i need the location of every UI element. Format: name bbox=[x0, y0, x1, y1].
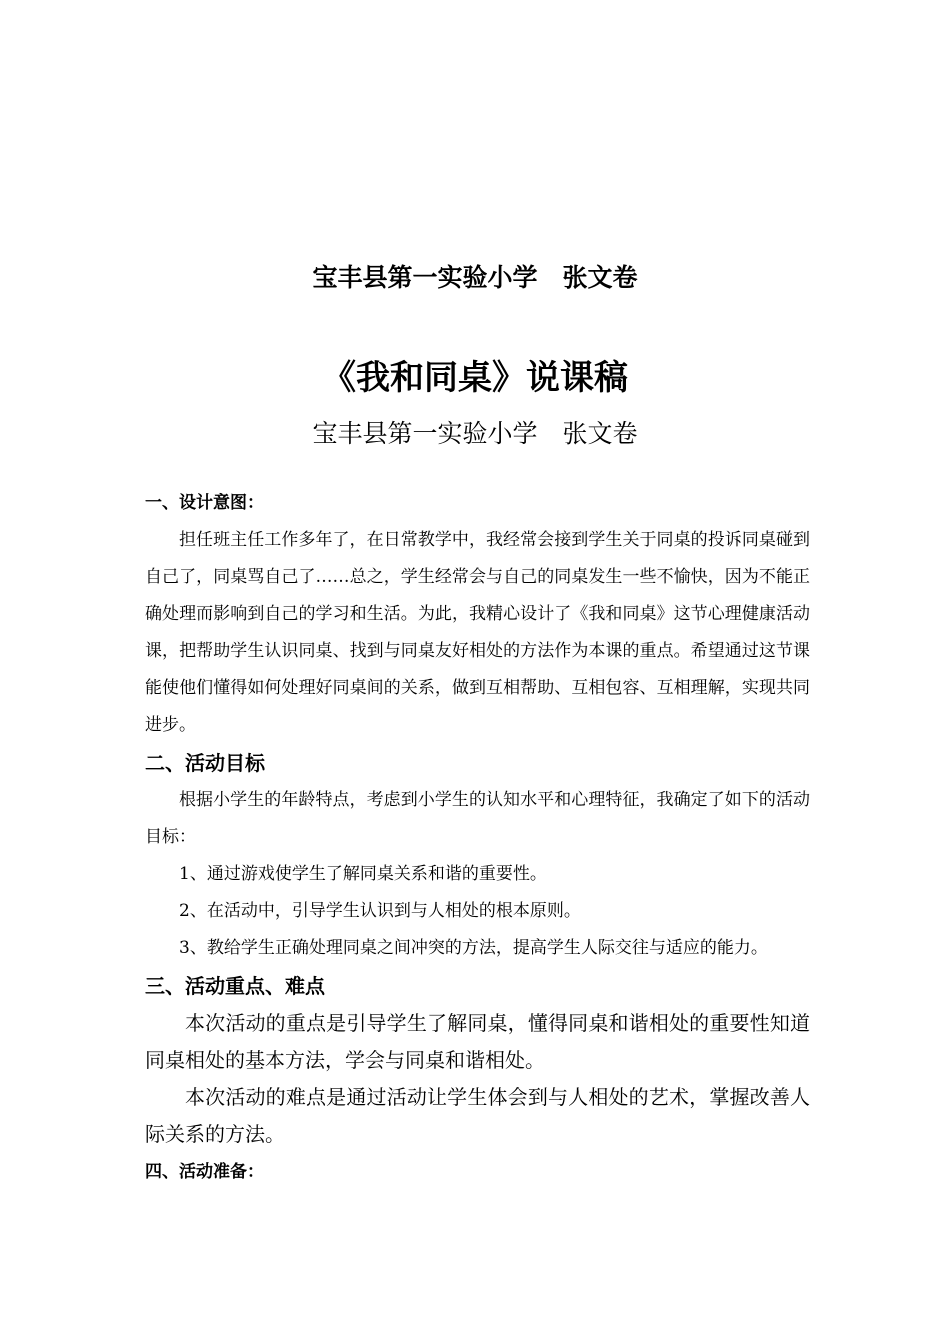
goal-item-1: 1、通过游戏使学生了解同桌关系和谐的重要性。 bbox=[179, 864, 547, 884]
section-heading-goals: 二、活动目标 bbox=[145, 751, 265, 775]
paragraph-goals-intro: 根据小学生的年龄特点，考虑到小学生的认知水平和心理特征，我确定了如下的活动目标： bbox=[145, 790, 810, 847]
author-line-top: 宝丰县第一实验小学 张文卷 bbox=[312, 263, 638, 292]
section-heading-design-intent: 一、设计意图： bbox=[145, 493, 264, 513]
paragraph-difficult-point: 本次活动的难点是通过活动让学生体会到与人相处的艺术，掌握改善人际关系的方法。 bbox=[145, 1085, 810, 1146]
author-line-subtitle: 宝丰县第一实验小学 张文卷 bbox=[312, 419, 638, 448]
paragraph-key-point: 本次活动的重点是引导学生了解同桌，懂得同桌和谐相处的重要性知道同桌相处的基本方法，学会与同桌和谐相处。 bbox=[145, 1011, 810, 1072]
section-heading-preparation: 四、活动准备： bbox=[145, 1162, 264, 1182]
section-heading-key-points: 三、活动重点、难点 bbox=[145, 974, 325, 998]
page-title: 《我和同桌》说课稿 bbox=[322, 358, 628, 398]
paragraph-design-intent: 担任班主任工作多年了，在日常教学中，我经常会接到学生关于同桌的投诉同桌碰到自己了，同桌骂自己了……总之，学生经常会与自己的同桌发生一些不愉快，因为不能正确处理而影响到自己的学习和生活。为此，我精心设计了《我和同桌》这节心理健康活动课，把帮助学生认识同桌、找到与同桌友好相处的方法作为本课的重点。希望通过这节课能使他们懂得如何处理好同桌间的关系，做到互相帮助、互相包容、互相理解，实现共同进步。 bbox=[145, 530, 810, 735]
goal-item-2: 2、在活动中，引导学生认识到与人相处的根本原则。 bbox=[179, 901, 581, 921]
goal-item-3: 3、教给学生正确处理同桌之间冲突的方法，提高学生人际交往与适应的能力。 bbox=[179, 938, 768, 958]
document-body bbox=[145, 484, 810, 1191]
